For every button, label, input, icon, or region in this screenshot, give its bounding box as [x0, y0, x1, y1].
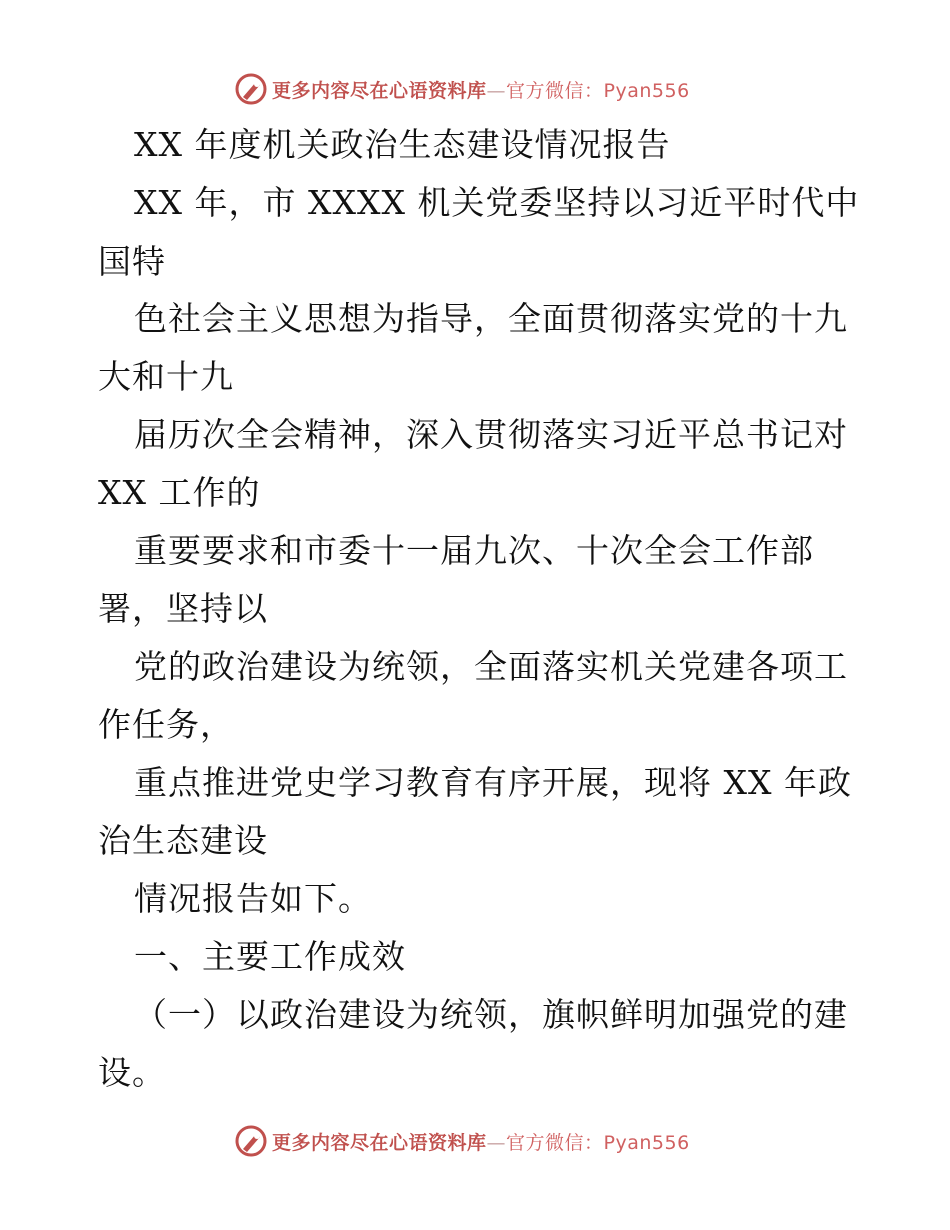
- watermark-sub: 官方微信：: [506, 79, 604, 102]
- watermark-dash: —: [486, 1131, 507, 1154]
- pen-logo-icon: [234, 72, 268, 106]
- paragraph-line: 治生态建设: [98, 821, 268, 860]
- paragraph-line: 署，坚持以: [98, 589, 268, 628]
- document-title: XX 年度机关政治生态建设情况报告: [134, 125, 671, 164]
- watermark-text: [272, 1128, 690, 1155]
- paragraph-line: 色社会主义思想为指导，全面贯彻落实党的十九: [134, 299, 848, 338]
- paragraph-line: 党的政治建设为统领，全面落实机关党建各项工: [134, 647, 848, 686]
- watermark-id: Pyan556: [603, 79, 690, 102]
- paragraph-line: XX 工作的: [98, 473, 261, 512]
- paragraph-line: 作任务，: [98, 705, 234, 744]
- pen-logo-icon: [234, 1124, 268, 1158]
- watermark-text: [272, 76, 690, 103]
- watermark-sub: 官方微信：: [506, 1131, 604, 1154]
- paragraph-line: 届历次全会精神，深入贯彻落实习近平总书记对: [134, 415, 848, 454]
- watermark-main: 更多内容尽在心语资料库: [272, 1131, 487, 1154]
- watermark-id: Pyan556: [603, 1131, 690, 1154]
- watermark-banner-top: [234, 72, 690, 106]
- paragraph-line: XX 年，市 XXXX 机关党委坚持以习近平时代中: [134, 183, 860, 222]
- watermark-dash: —: [486, 79, 507, 102]
- paragraph-line: 重要要求和市委十一届九次、十次全会工作部: [134, 531, 814, 570]
- watermark-main: 更多内容尽在心语资料库: [272, 79, 487, 102]
- subsection-heading: （一）以政治建设为统领，旗帜鲜明加强党的建: [134, 995, 848, 1034]
- watermark-banner-bottom: [234, 1124, 690, 1158]
- paragraph-line: 重点推进党史学习教育有序开展，现将 XX 年政: [134, 763, 852, 802]
- paragraph-line: 情况报告如下。: [134, 879, 372, 918]
- paragraph-line: 大和十九: [98, 357, 234, 396]
- subsection-heading-continued: 设。: [98, 1053, 166, 1092]
- paragraph-line: 国特: [98, 242, 166, 281]
- section-heading: 一、主要工作成效: [134, 937, 406, 976]
